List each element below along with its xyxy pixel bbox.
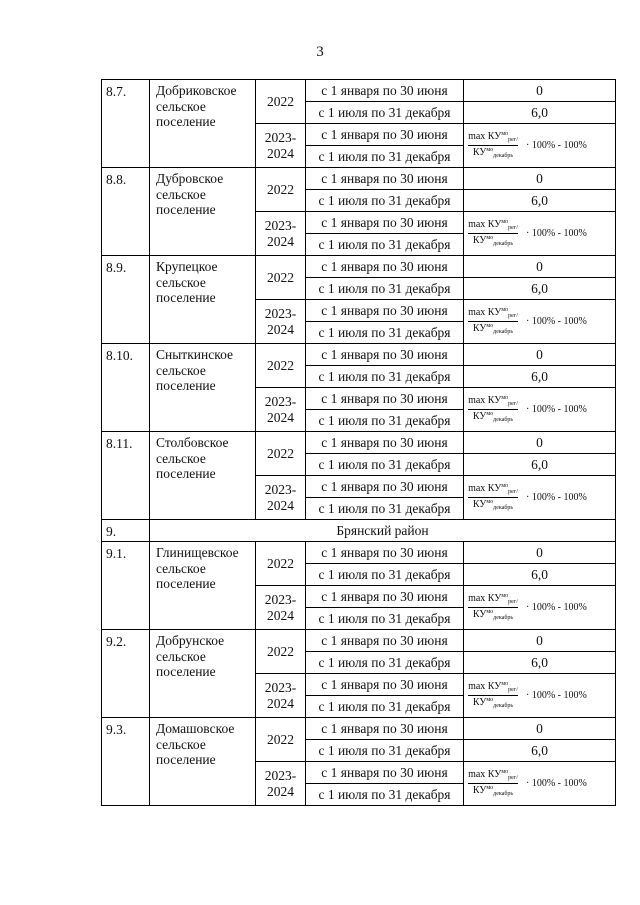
formula-den-label: КУ bbox=[472, 697, 487, 708]
formula-numerator bbox=[468, 131, 518, 144]
period-cell: с 1 января по 30 июня bbox=[306, 124, 464, 146]
formula-den-sub: декабрь bbox=[493, 703, 514, 709]
growth-formula bbox=[468, 681, 615, 710]
fraction-bar bbox=[468, 607, 518, 608]
period-cell: с 1 января по 30 июня bbox=[306, 674, 464, 696]
formula-tail: · 100% - 100% bbox=[526, 403, 587, 415]
formula-tail: · 100% - 100% bbox=[526, 227, 587, 239]
formula-max-label: max КУ bbox=[468, 769, 502, 781]
period-cell: с 1 июля по 31 декабря bbox=[306, 740, 464, 762]
period-cell: с 1 июля по 31 декабря bbox=[306, 454, 464, 476]
year-range: 2023- 2024 bbox=[264, 767, 297, 799]
year-range: 2023- 2024 bbox=[264, 393, 297, 425]
settlement-row bbox=[102, 542, 616, 564]
formula-cell bbox=[464, 762, 616, 806]
formula-den-label: КУ bbox=[472, 235, 487, 246]
formula-denominator bbox=[473, 697, 513, 710]
formula-num-sup: мо bbox=[501, 769, 509, 776]
tariff-table-body bbox=[102, 80, 616, 806]
formula-max-label: max КУ bbox=[468, 681, 502, 693]
formula-tail: · 100% - 100% bbox=[526, 777, 587, 789]
formula-cell bbox=[464, 586, 616, 630]
formula-numerator bbox=[468, 769, 518, 782]
settlement-name: Дубровское сельское поселение bbox=[150, 168, 256, 256]
value-cell: 6,0 bbox=[464, 740, 616, 762]
formula-denominator bbox=[473, 323, 513, 336]
growth-formula bbox=[468, 769, 615, 798]
period-cell: с 1 июля по 31 декабря bbox=[306, 608, 464, 630]
formula-fraction bbox=[468, 131, 518, 160]
formula-denominator bbox=[473, 411, 513, 424]
formula-den-sub: декабрь bbox=[493, 615, 514, 621]
formula-fraction bbox=[468, 483, 518, 512]
formula-tail: · 100% - 100% bbox=[526, 601, 587, 613]
settlement-name: Сныткинское сельское поселение bbox=[150, 344, 256, 432]
growth-formula bbox=[468, 483, 615, 512]
period-cell: с 1 июля по 31 декабря bbox=[306, 652, 464, 674]
region-row bbox=[102, 520, 616, 542]
year-cell bbox=[256, 762, 306, 806]
value-cell: 0 bbox=[464, 630, 616, 652]
value-cell: 6,0 bbox=[464, 190, 616, 212]
row-number: 9. bbox=[102, 520, 150, 542]
formula-num-sub: рег/ bbox=[508, 225, 518, 232]
period-cell: с 1 января по 30 июня bbox=[306, 476, 464, 498]
formula-tail: · 100% - 100% bbox=[526, 689, 587, 701]
formula-num-sup: мо bbox=[501, 219, 509, 226]
period-cell: с 1 января по 30 июня bbox=[306, 344, 464, 366]
fraction-bar bbox=[468, 783, 518, 784]
settlement-row bbox=[102, 256, 616, 278]
year-cell: 2022 bbox=[256, 432, 306, 476]
formula-num-sub: рег/ bbox=[508, 401, 518, 408]
formula-cell bbox=[464, 476, 616, 520]
formula-numerator bbox=[468, 219, 518, 232]
formula-cell bbox=[464, 388, 616, 432]
value-cell: 0 bbox=[464, 80, 616, 102]
settlement-row bbox=[102, 432, 616, 454]
formula-fraction bbox=[468, 219, 518, 248]
period-cell: с 1 января по 30 июня bbox=[306, 718, 464, 740]
row-number: 9.3. bbox=[102, 718, 150, 806]
period-cell: с 1 января по 30 июня bbox=[306, 212, 464, 234]
formula-den-sub: декабрь bbox=[493, 791, 514, 797]
growth-formula bbox=[468, 131, 615, 160]
formula-den-sup: мо bbox=[486, 147, 494, 153]
year-cell bbox=[256, 300, 306, 344]
year-range: 2023- 2024 bbox=[264, 481, 297, 513]
formula-num-sup: мо bbox=[501, 681, 509, 688]
year-cell bbox=[256, 674, 306, 718]
formula-num-sub: рег/ bbox=[508, 489, 518, 496]
formula-num-sub: рег/ bbox=[508, 775, 518, 782]
formula-max-label: max КУ bbox=[468, 131, 502, 143]
fraction-bar bbox=[468, 497, 518, 498]
period-cell: с 1 января по 30 июня bbox=[306, 542, 464, 564]
year-cell: 2022 bbox=[256, 630, 306, 674]
formula-den-sup: мо bbox=[486, 697, 494, 703]
fraction-bar bbox=[468, 409, 518, 410]
growth-formula bbox=[468, 219, 615, 248]
value-cell: 0 bbox=[464, 344, 616, 366]
period-cell: с 1 июля по 31 декабря bbox=[306, 146, 464, 168]
value-cell: 0 bbox=[464, 168, 616, 190]
fraction-bar bbox=[468, 233, 518, 234]
formula-den-sub: декабрь bbox=[493, 241, 514, 247]
formula-fraction bbox=[468, 681, 518, 710]
formula-cell bbox=[464, 124, 616, 168]
formula-num-sub: рег/ bbox=[508, 599, 518, 606]
formula-den-sup: мо bbox=[486, 411, 494, 417]
formula-den-label: КУ bbox=[472, 411, 487, 422]
formula-den-label: КУ bbox=[472, 609, 487, 620]
formula-numerator bbox=[468, 395, 518, 408]
period-cell: с 1 июля по 31 декабря bbox=[306, 366, 464, 388]
formula-num-sub: рег/ bbox=[508, 137, 518, 144]
period-cell: с 1 июля по 31 декабря bbox=[306, 410, 464, 432]
value-cell: 6,0 bbox=[464, 454, 616, 476]
year-cell bbox=[256, 124, 306, 168]
formula-den-sub: декабрь bbox=[493, 153, 514, 159]
formula-fraction bbox=[468, 307, 518, 336]
year-cell bbox=[256, 586, 306, 630]
formula-tail: · 100% - 100% bbox=[526, 139, 587, 151]
period-cell: с 1 января по 30 июня bbox=[306, 432, 464, 454]
formula-den-sub: декабрь bbox=[493, 329, 514, 335]
year-range: 2023- 2024 bbox=[264, 305, 297, 337]
value-cell: 0 bbox=[464, 432, 616, 454]
period-cell: с 1 июля по 31 декабря bbox=[306, 190, 464, 212]
fraction-bar bbox=[468, 321, 518, 322]
formula-numerator bbox=[468, 483, 518, 496]
settlement-row bbox=[102, 630, 616, 652]
formula-num-sup: мо bbox=[501, 307, 509, 314]
year-cell: 2022 bbox=[256, 542, 306, 586]
value-cell: 0 bbox=[464, 256, 616, 278]
formula-cell bbox=[464, 674, 616, 718]
formula-num-sup: мо bbox=[501, 131, 509, 138]
value-cell: 6,0 bbox=[464, 278, 616, 300]
fraction-bar bbox=[468, 695, 518, 696]
value-cell: 6,0 bbox=[464, 366, 616, 388]
settlement-name: Глинищевское сельское поселение bbox=[150, 542, 256, 630]
formula-num-sub: рег/ bbox=[508, 313, 518, 320]
fraction-bar bbox=[468, 145, 518, 146]
period-cell: с 1 июля по 31 декабря bbox=[306, 278, 464, 300]
formula-den-sup: мо bbox=[486, 609, 494, 615]
period-cell: с 1 июля по 31 декабря bbox=[306, 784, 464, 806]
formula-den-label: КУ bbox=[472, 785, 487, 796]
formula-num-sup: мо bbox=[501, 395, 509, 402]
value-cell: 0 bbox=[464, 718, 616, 740]
settlement-name: Добрунское сельское поселение bbox=[150, 630, 256, 718]
year-cell: 2022 bbox=[256, 80, 306, 124]
value-cell: 0 bbox=[464, 542, 616, 564]
year-cell bbox=[256, 388, 306, 432]
period-cell: с 1 января по 30 июня bbox=[306, 300, 464, 322]
year-cell: 2022 bbox=[256, 256, 306, 300]
settlement-row bbox=[102, 344, 616, 366]
formula-fraction bbox=[468, 593, 518, 622]
formula-denominator bbox=[473, 609, 513, 622]
period-cell: с 1 июля по 31 декабря bbox=[306, 498, 464, 520]
formula-denominator bbox=[473, 499, 513, 512]
year-cell: 2022 bbox=[256, 168, 306, 212]
year-range: 2023- 2024 bbox=[264, 679, 297, 711]
formula-denominator bbox=[473, 235, 513, 248]
value-cell: 6,0 bbox=[464, 652, 616, 674]
period-cell: с 1 июля по 31 декабря bbox=[306, 234, 464, 256]
formula-den-sup: мо bbox=[486, 235, 494, 241]
settlement-name: Крупецкое сельское поселение bbox=[150, 256, 256, 344]
period-cell: с 1 января по 30 июня bbox=[306, 762, 464, 784]
year-cell bbox=[256, 212, 306, 256]
formula-cell bbox=[464, 212, 616, 256]
settlement-name: Домашовское сельское поселение bbox=[150, 718, 256, 806]
year-range: 2023- 2024 bbox=[264, 217, 297, 249]
page-number: 3 bbox=[316, 44, 324, 60]
year-range: 2023- 2024 bbox=[264, 591, 297, 623]
formula-numerator bbox=[468, 593, 518, 606]
row-number: 9.1. bbox=[102, 542, 150, 630]
period-cell: с 1 июля по 31 декабря bbox=[306, 102, 464, 124]
formula-den-sub: декабрь bbox=[493, 417, 514, 423]
formula-max-label: max КУ bbox=[468, 219, 502, 231]
formula-tail: · 100% - 100% bbox=[526, 491, 587, 503]
settlement-row bbox=[102, 80, 616, 102]
formula-den-sup: мо bbox=[486, 785, 494, 791]
formula-denominator bbox=[473, 147, 513, 160]
formula-den-label: КУ bbox=[472, 323, 487, 334]
growth-formula bbox=[468, 593, 615, 622]
formula-den-label: КУ bbox=[472, 147, 487, 158]
period-cell: с 1 января по 30 июня bbox=[306, 388, 464, 410]
formula-num-sup: мо bbox=[501, 483, 509, 490]
formula-den-sup: мо bbox=[486, 323, 494, 329]
row-number: 8.10. bbox=[102, 344, 150, 432]
settlement-row bbox=[102, 718, 616, 740]
settlement-row bbox=[102, 168, 616, 190]
growth-formula bbox=[468, 395, 615, 424]
value-cell: 6,0 bbox=[464, 102, 616, 124]
period-cell: с 1 июля по 31 декабря bbox=[306, 564, 464, 586]
formula-cell bbox=[464, 300, 616, 344]
period-cell: с 1 января по 30 июня bbox=[306, 168, 464, 190]
formula-den-sup: мо bbox=[486, 499, 494, 505]
formula-denominator bbox=[473, 785, 513, 798]
row-number: 8.8. bbox=[102, 168, 150, 256]
formula-max-label: max КУ bbox=[468, 395, 502, 407]
formula-fraction bbox=[468, 395, 518, 424]
value-cell: 6,0 bbox=[464, 564, 616, 586]
formula-max-label: max КУ bbox=[468, 307, 502, 319]
year-cell: 2022 bbox=[256, 344, 306, 388]
region-name: Брянский район bbox=[150, 520, 616, 542]
year-range: 2023- 2024 bbox=[264, 129, 297, 161]
tariff-table bbox=[101, 79, 616, 806]
formula-den-sub: декабрь bbox=[493, 505, 514, 511]
formula-fraction bbox=[468, 769, 518, 798]
growth-formula bbox=[468, 307, 615, 336]
formula-max-label: max КУ bbox=[468, 483, 502, 495]
period-cell: с 1 января по 30 июня bbox=[306, 586, 464, 608]
formula-max-label: max КУ bbox=[468, 593, 502, 605]
row-number: 8.9. bbox=[102, 256, 150, 344]
formula-num-sup: мо bbox=[501, 593, 509, 600]
period-cell: с 1 января по 30 июня bbox=[306, 80, 464, 102]
period-cell: с 1 января по 30 июня bbox=[306, 630, 464, 652]
year-cell bbox=[256, 476, 306, 520]
period-cell: с 1 июля по 31 декабря bbox=[306, 696, 464, 718]
formula-den-label: КУ bbox=[472, 499, 487, 510]
formula-num-sub: рег/ bbox=[508, 687, 518, 694]
year-cell: 2022 bbox=[256, 718, 306, 762]
period-cell: с 1 января по 30 июня bbox=[306, 256, 464, 278]
formula-numerator bbox=[468, 307, 518, 320]
settlement-name: Добриковское сельское поселение bbox=[150, 80, 256, 168]
settlement-name: Столбовское сельское поселение bbox=[150, 432, 256, 520]
row-number: 8.11. bbox=[102, 432, 150, 520]
formula-numerator bbox=[468, 681, 518, 694]
row-number: 8.7. bbox=[102, 80, 150, 168]
period-cell: с 1 июля по 31 декабря bbox=[306, 322, 464, 344]
row-number: 9.2. bbox=[102, 630, 150, 718]
formula-tail: · 100% - 100% bbox=[526, 315, 587, 327]
